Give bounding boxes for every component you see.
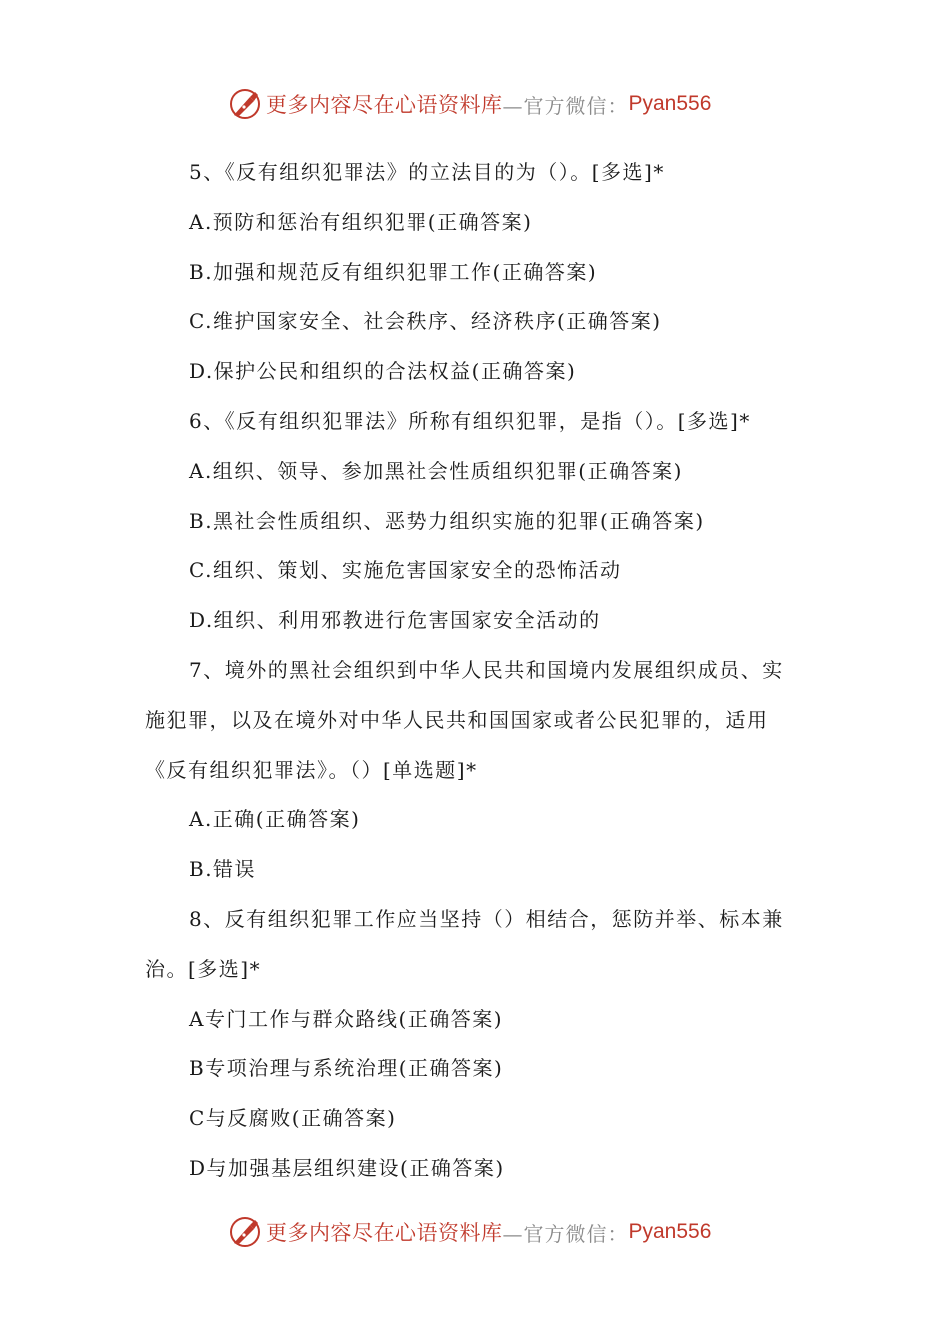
option-6b: B.黑社会性质组织、恶势力组织实施的犯罪(正确答案) [189,508,705,533]
question-8-line-1: 8、反有组织犯罪工作应当坚持（）相结合，惩防并举、标本兼 [189,906,784,931]
question-7-line-2: 施犯罪，以及在境外对中华人民共和国国家或者公民犯罪的，适用 [145,707,769,732]
option-6d: D.组织、利用邪教进行危害国家安全活动的 [189,608,601,633]
option-8c: C与反腐败(正确答案) [189,1106,397,1131]
option-5d: D.保护公民和组织的合法权益(正确答案) [189,359,577,384]
watermark-wechat-id: Pyan556 [628,92,712,115]
option-5b: B.加强和规范反有组织犯罪工作(正确答案) [189,259,598,284]
watermark-text: 更多内容尽在心语资料库 [266,1221,503,1245]
option-5a: A.预防和惩治有组织犯罪(正确答案) [189,209,533,234]
question-5: 5、《反有组织犯罪法》的立法目的为（）。[多选]* [189,160,665,184]
question-8-line-2: 治。[多选]* [145,956,262,981]
option-7b: B.错误 [189,857,257,882]
option-8d: D与加强基层组织建设(正确答案) [189,1155,505,1180]
watermark-banner-bottom [228,1212,711,1252]
question-7-line-3: 《反有组织犯罪法》。（）[单选题]* [145,757,478,782]
watermark-wechat-label: —官方微信： [502,93,629,118]
option-7a: A.正确(正确答案) [189,807,361,832]
option-6c: C.组织、策划、实施危害国家安全的恐怖活动 [189,558,622,583]
pen-nib-logo-icon [228,1215,262,1249]
option-8a: A专门工作与群众路线(正确答案) [189,1006,504,1031]
watermark-text: 更多内容尽在心语资料库 [266,93,503,117]
question-6: 6、《反有组织犯罪法》所称有组织犯罪，是指（）。[多选]* [189,408,751,433]
question-7-line-1: 7、境外的黑社会组织到中华人民共和国境内发展组织成员、实 [189,657,784,682]
watermark-wechat-label: —官方微信： [502,1221,629,1246]
pen-nib-logo-icon [228,87,262,121]
watermark-banner-top [228,84,711,124]
watermark-wechat-id: Pyan556 [628,1220,712,1243]
option-6a: A.组织、领导、参加黑社会性质组织犯罪(正确答案) [189,458,683,483]
option-8b: B专项治理与系统治理(正确答案) [189,1056,504,1081]
question-list [145,148,810,1194]
option-5c: C.维护国家安全、社会秩序、经济秩序(正确答案) [189,309,662,334]
